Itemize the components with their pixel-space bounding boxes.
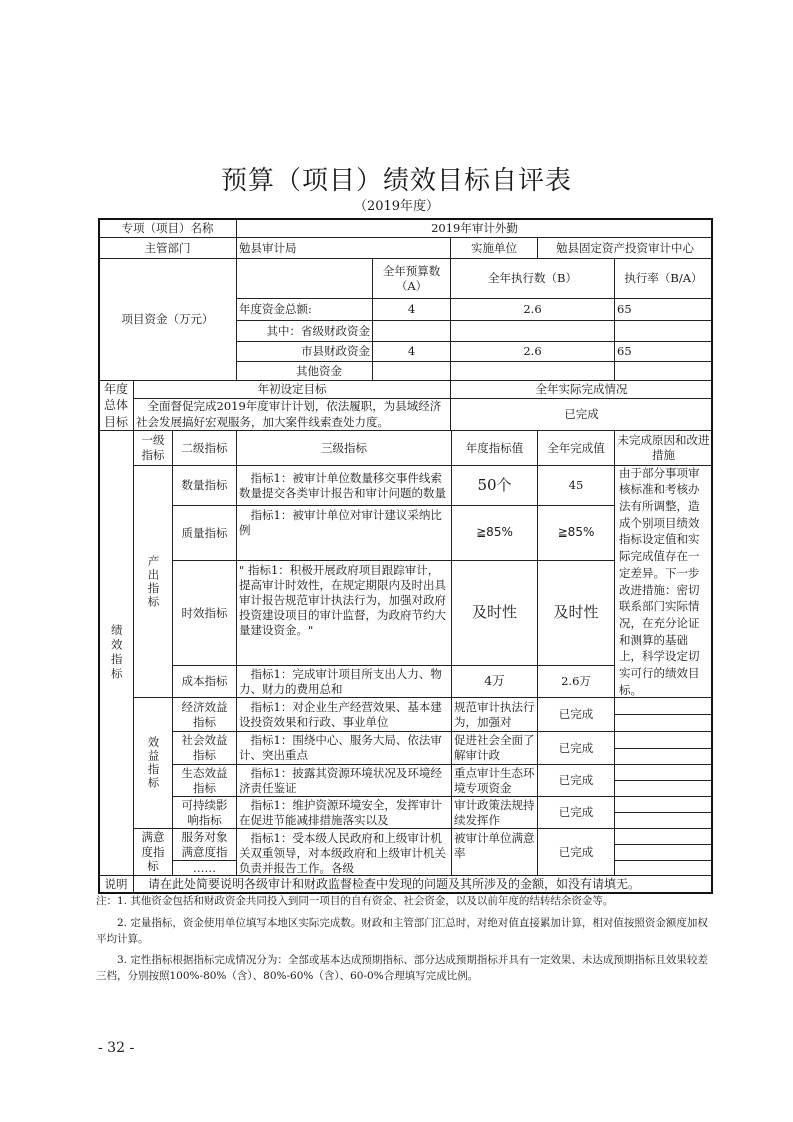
perf-label — [98, 430, 134, 876]
reason-cell — [614, 844, 713, 861]
indicator-l2: 数量指标 — [172, 465, 237, 506]
indicator-target: 及时性 — [451, 560, 538, 666]
note-3: 3. 定性指标根据指标完成情况分为：全部或基本达成预期指标、部分达成预期指标并具有一定效果、未达成预期指标且效果较差三档，分别按照100%-80%（含）、80%-60%（含）、60-0%合理填写完成比例。 — [96, 954, 708, 983]
header-reason: 未完成原因和改进措施 — [614, 430, 713, 466]
reason-cell — [614, 764, 713, 781]
reason-text: 由于部分事项审核标准和考核办法有所调整，造成个别项目绩效指标设定值和实际完成值存在一定差异。下一步改进措施：密切联系部门实际情况，在充分论证和测算的基础上，科学设定切实可行的绩效目标。 — [614, 465, 713, 698]
goal-set-header: 年初设定目标 — [133, 380, 451, 399]
remark-text: 请在此处简要说明各级审计和财政监督检查中发现的问题及其所涉及的金额，如没有请填无。 — [133, 875, 713, 894]
note-2: 2. 定量指标，资金使用单位填写本地区实际完成数。财政和主管部门汇总时，对绝对值直接累加计算，相对值按照资金额度加权平均计算。 — [96, 917, 708, 946]
dept-value: 勉县审计局 — [236, 237, 451, 259]
funds-row-name: 市县财政资金 — [236, 341, 373, 362]
reason-cell — [614, 697, 713, 715]
benefit-label-text: 效益指标 — [146, 736, 161, 790]
benefit-label — [133, 697, 173, 829]
indicator-actual: 已完成 — [537, 796, 615, 829]
indicator-l2: 生态效益指标 — [172, 764, 237, 797]
funds-row-a: 4 — [372, 298, 451, 321]
funds-label: 项目资金（万元） — [98, 258, 237, 381]
header-l2: 二级指标 — [172, 430, 237, 466]
indicator-target: 规范审计执法行为，加强对 — [451, 697, 538, 732]
impl-label: 实施单位 — [450, 237, 538, 259]
indicator-actual: 2.6万 — [537, 665, 615, 698]
funds-col-b: 全年执行数（B） — [450, 258, 615, 299]
page-title: 预算（项目）绩效目标自评表 — [220, 166, 572, 196]
funds-row-name: 其他资金 — [236, 361, 373, 381]
funds-col-rate: 执行率（B/A） — [614, 258, 713, 299]
header-l1: 一级指标 — [133, 430, 173, 466]
goal-label: 年度总体目标 — [98, 380, 134, 431]
reason-cell — [614, 731, 713, 749]
funds-row-a: 4 — [372, 341, 451, 362]
indicator-actual: 及时性 — [537, 560, 615, 666]
header-target: 年度指标值 — [451, 430, 538, 466]
indicator-l2: 经济效益指标 — [172, 697, 237, 732]
funds-row-b — [450, 361, 615, 381]
indicator-target: 4万 — [451, 665, 538, 698]
funds-row-b — [450, 320, 615, 342]
indicator-l2: 时效指标 — [172, 560, 237, 666]
funds-row-b: 2.6 — [450, 298, 615, 321]
indicator-l3: 指标1：围绕中心、服务大局、依法审计、突出重点 — [236, 731, 452, 765]
indicator-target: 促进社会全面了解审计政 — [451, 731, 538, 765]
impl-value: 勉县固定资产投资审计中心 — [537, 237, 713, 259]
indicator-l3: " 指标1：积极开展政府项目跟踪审计，提高审计时效性，在规定期限内及时出具审计报告规范审计执法行为，加强对政府投资建设项目的审计监督，为政府节约大量建设资金。" — [236, 560, 452, 666]
funds-row-a — [372, 361, 451, 381]
indicator-actual: 已完成 — [537, 828, 615, 876]
funds-row-rate — [614, 361, 713, 381]
output-label — [133, 465, 173, 698]
reason-cell — [614, 828, 713, 845]
output-label-text: 产出指标 — [146, 554, 161, 609]
header-l3: 三级指标 — [236, 430, 452, 466]
funds-row-a — [372, 320, 451, 342]
indicator-actual: 45 — [537, 465, 615, 506]
funds-row-rate: 65 — [614, 341, 713, 362]
goal-actual-text: 已完成 — [450, 398, 713, 431]
goal-actual-header: 全年实际完成情况 — [450, 380, 713, 399]
indicator-l2: 可持续影响指标 — [172, 796, 237, 829]
remark-label: 说明 — [98, 875, 134, 894]
indicator-l3: 指标1：对企业生产经营效果、基本建设投资效果和行政、事业单位 — [236, 697, 452, 732]
reason-cell — [614, 714, 713, 732]
indicator-target: 重点审计生态环境专项资金 — [451, 764, 538, 797]
indicator-actual: 已完成 — [537, 697, 615, 732]
page-number: - 32 - — [98, 1040, 135, 1056]
funds-row-name: 年度资金总额: — [236, 298, 373, 321]
header-actual: 全年完成值 — [537, 430, 615, 466]
reason-cell — [614, 748, 713, 765]
indicator-l2: 社会效益指标 — [172, 731, 237, 765]
indicator-l3: 指标1：被审计单位数量移交事件线索数量提交各类审计报告和审计问题的数量 — [236, 465, 452, 506]
reason-cell — [614, 796, 713, 813]
indicator-l2: 服务对象满意度指 — [172, 828, 237, 861]
dept-label: 主管部门 — [98, 237, 237, 259]
indicator-l2: 成本指标 — [172, 665, 237, 698]
indicator-target: 50个 — [451, 465, 538, 506]
indicator-l2: 质量指标 — [172, 505, 237, 561]
funds-row-rate: 65 — [614, 298, 713, 321]
indicator-target: ≧85% — [451, 505, 538, 561]
satisfaction-label: 满意度指标 — [133, 828, 173, 876]
indicator-l3: 指标1：受本级人民政府和上级审计机关双重领导，对本级政府和上级审计机关负责并报告工作。各级 — [236, 828, 452, 876]
project-name-value: 2019年审计外勤 — [236, 218, 713, 238]
funds-row-b: 2.6 — [450, 341, 615, 362]
indicator-target: 被审计单位满意率 — [451, 828, 538, 876]
perf-label-text: 绩效指标 — [109, 624, 124, 682]
indicator-l3: 指标1：披露其资源环境状况及环境经济责任鉴证 — [236, 764, 452, 797]
reason-cell — [614, 780, 713, 797]
funds-row-name: 其中：省级财政资金 — [236, 320, 373, 342]
project-name-label: 专项（项目）名称 — [98, 218, 237, 238]
indicator-l2-more: …… — [172, 860, 237, 876]
page-subtitle: （2019年度） — [353, 199, 440, 214]
note-1: 注：1. 其他资金包括和财政资金共同投入到同一项目的自有资金、社会资金，以及以前年度的结转结余资金等。 — [96, 895, 614, 907]
indicator-l3: 指标1：完成审计项目所支出人力、物力、财力的费用总和 — [236, 665, 452, 698]
indicator-l3: 指标1：维护资源环境安全，发挥审计在促进节能减排措施落实以及 — [236, 796, 452, 829]
goal-set-text: 全面督促完成2019年度审计计划，依法履职，为县域经济社会发展搞好宏观服务，加大案件线索查处力度。 — [133, 398, 451, 431]
indicator-target: 审计政策法规持续发挥作 — [451, 796, 538, 829]
reason-cell — [614, 812, 713, 829]
indicator-actual: 已完成 — [537, 731, 615, 765]
indicator-l3: 指标1：被审计单位对审计建议采纳比例 — [236, 505, 452, 561]
funds-header-blank — [236, 258, 373, 299]
indicator-actual: ≧85% — [537, 505, 615, 561]
funds-row-rate — [614, 320, 713, 342]
reason-cell — [614, 860, 713, 876]
funds-col-a: 全年预算数（A） — [372, 258, 451, 299]
indicator-actual: 已完成 — [537, 764, 615, 797]
